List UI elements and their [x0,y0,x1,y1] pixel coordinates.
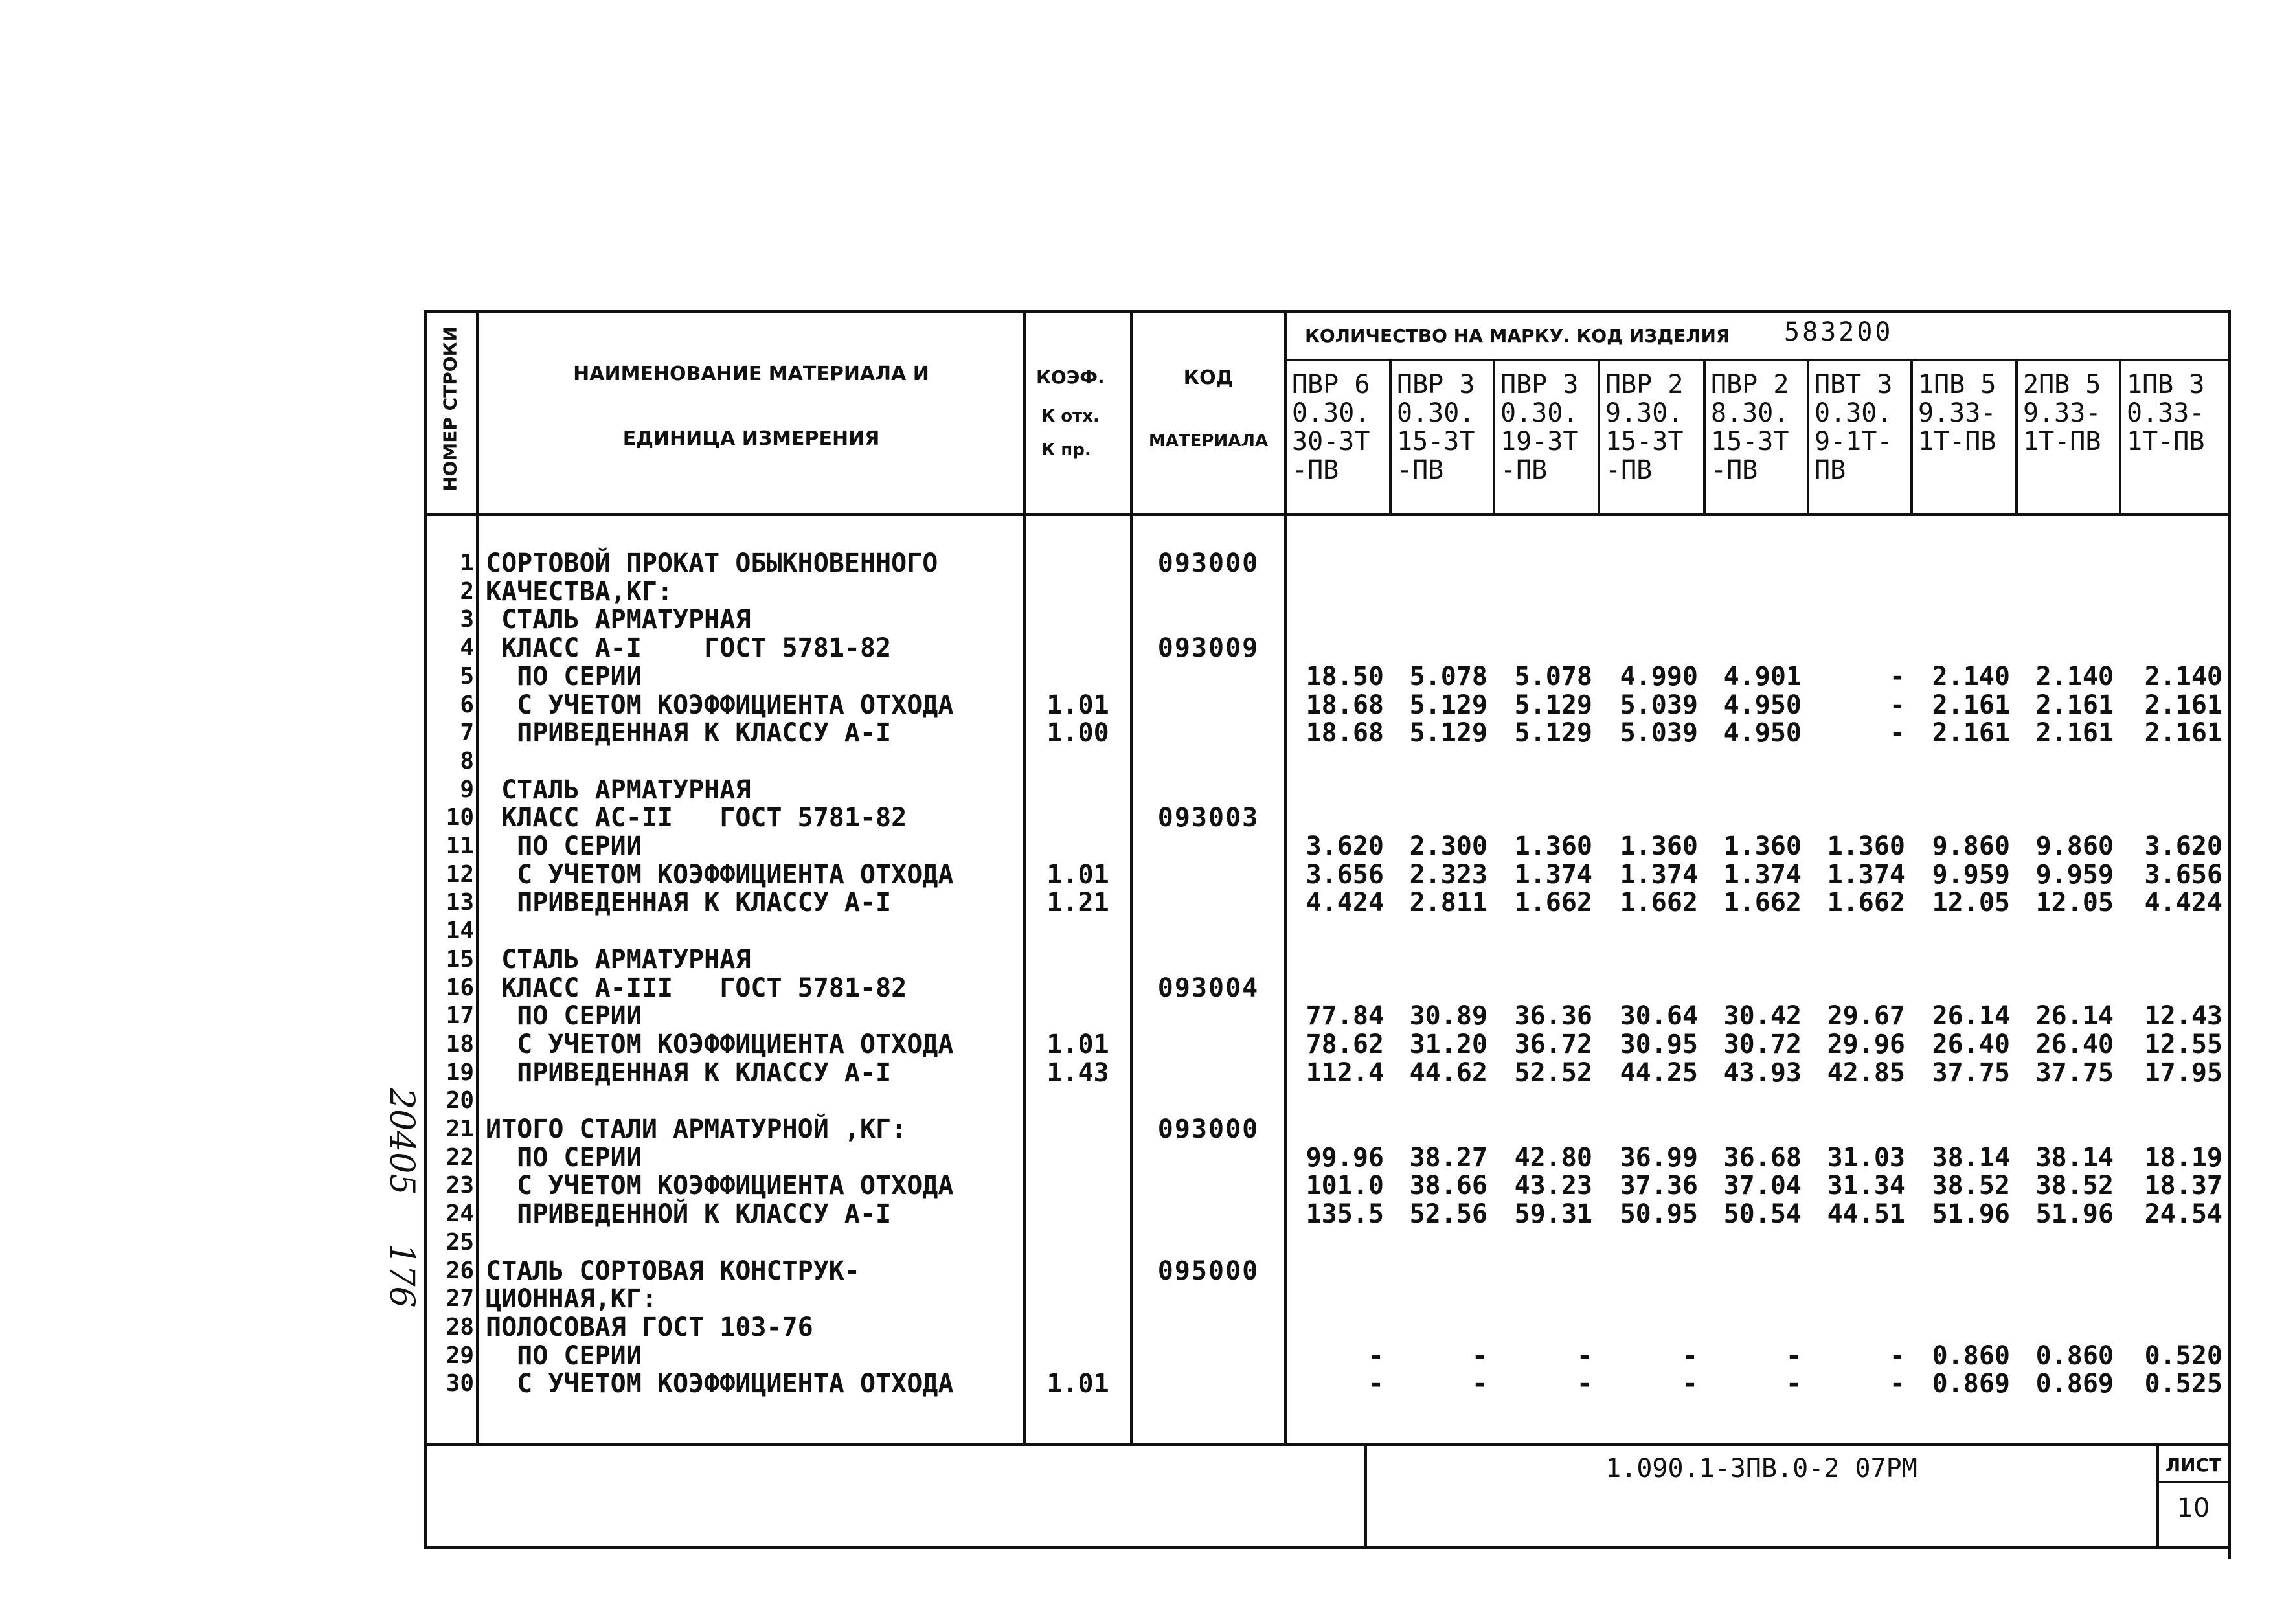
coefficient: 1.01 [1046,690,1109,720]
quantity-value: 78.62 [1306,1029,1384,1059]
quantity-value: 9.959 [1932,859,2010,890]
row-number: 7 [460,719,474,747]
quantity-value: 29.96 [1827,1029,1905,1059]
material-description: СТАЛЬ АРМАТУРНАЯ [486,605,751,635]
quantity-value: 3.656 [2144,859,2222,890]
quantity-value: 5.078 [1514,661,1592,692]
quantity-value: 2.161 [2144,718,2222,749]
quantity-value: 31.03 [1827,1142,1905,1173]
quantity-value: 24.54 [2144,1199,2222,1230]
quantity-value: 1.374 [1723,859,1802,890]
quantity-value: 2.300 [1409,831,1487,861]
material-description: ПО СЕРИИ [486,831,642,861]
quantity-value: 12.55 [2144,1029,2222,1059]
quantity-value: - [1889,1369,1905,1399]
row-number: 10 [446,804,474,831]
quantity-value: 2.161 [2035,690,2114,720]
row-number: 18 [446,1030,474,1057]
quantity-value: 1.360 [1620,831,1698,861]
quantity-value: 0.860 [2035,1340,2114,1371]
quantity-value: 1.662 [1514,888,1592,918]
material-code: 093003 [1157,803,1260,833]
quantity-value: 26.40 [2035,1029,2114,1059]
quantity-value: 1.662 [1620,888,1698,918]
product-column-header: ПВР 3 0.30. 19-3Т -ПВ [1500,370,1579,485]
quantity-value: 52.56 [1409,1199,1487,1230]
quantity-value: 1.374 [1827,859,1905,890]
col-sep-1 [476,310,479,1445]
product-column-header: ПВТ 3 0.30. 9-1Т- ПВ [1815,370,1893,485]
header-row-number: НОМЕР СТРОКИ [439,326,461,491]
material-description: СТАЛЬ АРМАТУРНАЯ [486,774,751,805]
quantity-value: 52.52 [1514,1057,1592,1088]
quantity-value: - [1471,1369,1487,1399]
row-number: 5 [460,662,474,690]
quantity-value: 31.34 [1827,1171,1905,1201]
quantity-value: 1.374 [1514,859,1592,890]
material-description: КАЧЕСТВА,КГ: [486,576,673,607]
quantity-value: 36.99 [1620,1142,1698,1173]
header-name-line1: НАИМЕНОВАНИЕ МАТЕРИАЛА И [573,363,929,385]
quantity-value: 101.0 [1306,1171,1384,1201]
quantity-value: 44.25 [1620,1057,1698,1088]
quantity-value: 0.525 [2144,1369,2222,1399]
quantity-value: 36.36 [1514,1001,1592,1032]
quantity-value: 5.039 [1620,718,1698,749]
material-description: С УЧЕТОМ КОЭФФИЦИЕНТА ОТХОДА [486,1029,954,1059]
quantity-value: 17.95 [2144,1057,2222,1088]
quantity-value: - [1889,1340,1905,1371]
quantity-value: 9.959 [2035,859,2114,890]
coefficient: 1.01 [1046,859,1109,890]
material-description: ПРИВЕДЕННАЯ К КЛАССУ А-I [486,1057,892,1088]
quantity-value: 30.42 [1723,1001,1802,1032]
product-col-sep [1807,359,1809,515]
product-column-header: 1ПВ 3 0.33- 1Т-ПВ [2127,370,2205,457]
quantity-value: 1.360 [1514,831,1592,861]
row-number: 11 [446,833,474,859]
header-coef-line2: К отх. [1041,407,1100,426]
row-number: 29 [446,1342,474,1369]
quantity-value: 12.05 [1932,888,2010,918]
product-column-header: 1ПВ 5 9.33- 1Т-ПВ [1918,370,1996,457]
header-name-line2: ЕДИНИЦА ИЗМЕРЕНИЯ [622,427,880,450]
quantity-value: 2.161 [1932,718,2010,749]
quantity-value: 26.14 [2035,1001,2114,1032]
quantity-value: 1.360 [1723,831,1802,861]
quantity-value: - [1576,1369,1592,1399]
quantity-value: 36.68 [1723,1142,1802,1173]
quantity-value: - [1889,718,1905,749]
quantity-value: 3.620 [1306,831,1384,861]
quantity-value: 4.424 [1306,888,1384,918]
quantity-value: 9.860 [2035,831,2114,861]
material-description: ПРИВЕДЕННОЙ К КЛАССУ А-I [486,1199,892,1230]
row-number: 15 [446,945,474,973]
body-bottom-line [424,1443,2231,1446]
quantity-value: 59.31 [1514,1199,1592,1230]
footer-sheet-label: ЛИСТ [2165,1454,2222,1476]
row-number: 2 [460,578,474,605]
quantity-value: 37.36 [1620,1171,1698,1201]
quantity-value: - [1682,1369,1698,1399]
quantity-value: 135.5 [1306,1199,1384,1230]
coefficient: 1.43 [1046,1057,1109,1088]
product-col-sep [2015,359,2018,515]
quantity-value: 30.95 [1620,1029,1698,1059]
quantity-value: 42.85 [1827,1057,1905,1088]
quantity-value: 18.19 [2144,1142,2222,1173]
product-column-header: 2ПВ 5 9.33- 1Т-ПВ [2023,370,2101,457]
quantity-value: 51.96 [1932,1199,2010,1230]
material-description: С УЧЕТОМ КОЭФФИЦИЕНТА ОТХОДА [486,1171,954,1201]
quantity-value: 36.72 [1514,1029,1592,1059]
quantity-value: 18.50 [1306,661,1384,692]
quantity-value: 44.51 [1827,1199,1905,1230]
material-description: ЦИОННАЯ,КГ: [486,1284,657,1314]
quantity-value: 18.37 [2144,1171,2222,1201]
coefficient: 1.01 [1046,1029,1109,1059]
quantity-value: - [1576,1340,1592,1371]
quantity-value: 0.869 [2035,1369,2114,1399]
row-number: 6 [460,691,474,718]
quantity-value: 5.129 [1409,718,1487,749]
row-number: 1 [460,550,474,576]
quantity-value: 4.950 [1723,690,1802,720]
footer-sheet-line [2156,1481,2228,1483]
quantity-value: 5.078 [1409,661,1487,692]
quantity-value: 38.52 [2035,1171,2114,1201]
material-code: 093004 [1157,973,1260,1003]
quantity-value: 51.96 [2035,1199,2114,1230]
quantity-value: 31.20 [1409,1029,1487,1059]
footer-doc-code: 1.090.1-3ПВ.0-2 07РМ [1605,1454,1917,1483]
quantity-value: 37.75 [2035,1057,2114,1088]
quantity-value: 12.05 [2035,888,2114,918]
header-coef-line3: К пр. [1041,440,1091,460]
header-bottom-line [424,513,2231,516]
quantity-value: 4.990 [1620,661,1698,692]
row-number: 22 [446,1144,474,1171]
quantity-value: 0.520 [2144,1340,2222,1371]
material-code: 093000 [1157,1114,1260,1144]
row-number: 17 [446,1002,474,1030]
quantity-value: 2.140 [1932,661,2010,692]
coefficient: 1.00 [1046,718,1109,749]
quantity-value: 38.52 [1932,1171,2010,1201]
quantity-value: 12.43 [2144,1001,2222,1032]
quantity-value: - [1471,1340,1487,1371]
quantity-value: 42.80 [1514,1142,1592,1173]
material-description: ПРИВЕДЕННАЯ К КЛАССУ А-I [486,718,892,749]
quantity-value: 38.66 [1409,1171,1487,1201]
quantity-value: 4.424 [2144,888,2222,918]
quantity-value: 3.656 [1306,859,1384,890]
frame-right [2228,310,2231,1559]
quantity-value: 0.860 [1932,1340,2010,1371]
material-code: 095000 [1157,1256,1260,1286]
quantity-value: 43.23 [1514,1171,1592,1201]
quantity-value: 50.54 [1723,1199,1802,1230]
row-number: 24 [446,1201,474,1228]
quantity-value: - [1785,1369,1802,1399]
quantity-value: 0.869 [1932,1369,2010,1399]
header-code-line2: МАТЕРИАЛА [1148,431,1269,451]
quantity-value: - [1889,690,1905,720]
row-number: 25 [446,1228,474,1256]
product-col-sep [1389,359,1392,515]
quantity-value: 1.662 [1723,888,1802,918]
quantity-value: 2.323 [1409,859,1487,890]
material-description: ПО СЕРИИ [486,1142,642,1173]
material-description: ПО СЕРИИ [486,1001,642,1032]
product-column-header: ПВР 2 9.30. 15-3Т -ПВ [1605,370,1684,485]
header-qty-label: КОЛИЧЕСТВО НА МАРКУ. КОД ИЗДЕЛИЯ [1305,325,1730,346]
quantity-value: 38.14 [2035,1142,2114,1173]
row-number: 8 [460,747,474,774]
quantity-value: 4.901 [1723,661,1802,692]
quantity-value: 1.374 [1620,859,1698,890]
quantity-value: 30.64 [1620,1001,1698,1032]
product-col-sep [1493,359,1495,515]
quantity-value: 37.04 [1723,1171,1802,1201]
row-number: 19 [446,1059,474,1086]
quantity-value: 18.68 [1306,690,1384,720]
material-code: 093000 [1157,548,1260,578]
quantity-value: 43.93 [1723,1057,1802,1088]
quantity-value: 2.140 [2144,661,2222,692]
margin-archive-number: 20405 [382,1088,421,1195]
quantity-value: 38.27 [1409,1142,1487,1173]
row-number: 30 [446,1370,474,1397]
row-number: 28 [446,1313,474,1340]
quantity-value: 77.84 [1306,1001,1384,1032]
header-code-line1: КОД [1183,367,1234,389]
material-description: КЛАСС АС-II ГОСТ 5781-82 [486,803,907,833]
quantity-value: 1.662 [1827,888,1905,918]
quantity-value: 5.129 [1514,690,1592,720]
quantity-value: 5.039 [1620,690,1698,720]
header-coef-line1: КОЭФ. [1036,367,1105,388]
quantity-value: 1.360 [1827,831,1905,861]
material-description: ИТОГО СТАЛИ АРМАТУРНОЙ ,КГ: [486,1114,907,1144]
row-number: 12 [446,861,474,888]
quantity-value: 30.89 [1409,1001,1487,1032]
quantity-value: 3.620 [2144,831,2222,861]
quantity-value: - [1785,1340,1802,1371]
quantity-value: 2.161 [2144,690,2222,720]
product-col-sep [1910,359,1913,515]
material-description: ПО СЕРИИ [486,661,642,692]
margin-page-number: 176 [382,1243,421,1308]
quantity-value: 44.62 [1409,1057,1487,1088]
quantity-value: 37.75 [1932,1057,2010,1088]
product-col-sep [1598,359,1600,515]
quantity-value: - [1368,1369,1384,1399]
material-description: С УЧЕТОМ КОЭФФИЦИЕНТА ОТХОДА [486,1369,954,1399]
material-code: 093009 [1157,633,1260,664]
material-description: С УЧЕТОМ КОЭФФИЦИЕНТА ОТХОДА [486,690,954,720]
material-description: ПОЛОСОВАЯ ГОСТ 103-76 [486,1312,813,1342]
quantity-value: 38.14 [1932,1142,2010,1173]
product-col-sep [2119,359,2121,515]
quantity-value: 5.129 [1409,690,1487,720]
row-number: 26 [446,1257,474,1284]
row-number: 27 [446,1285,474,1313]
quantity-value: 2.140 [2035,661,2114,692]
coefficient: 1.01 [1046,1369,1109,1399]
material-description: КЛАСС А-III ГОСТ 5781-82 [486,973,907,1003]
quantity-value: - [1889,661,1905,692]
row-number: 9 [460,776,474,803]
quantity-value: - [1682,1340,1698,1371]
quantity-value: 99.96 [1306,1142,1384,1173]
frame-bottom [424,1546,2231,1549]
material-description: ПО СЕРИИ [486,1340,642,1371]
quantity-value: 26.14 [1932,1001,2010,1032]
quantity-value: 18.68 [1306,718,1384,749]
quantity-value: 9.860 [1932,831,2010,861]
frame-top [424,310,2231,313]
material-description: СОРТОВОЙ ПРОКАТ ОБЫКНОВЕННОГО [486,548,938,578]
material-description: С УЧЕТОМ КОЭФФИЦИЕНТА ОТХОДА [486,859,954,890]
quantity-value: 2.161 [1932,690,2010,720]
material-description: СТАЛЬ СОРТОВАЯ КОНСТРУК- [486,1256,860,1286]
row-number: 20 [446,1087,474,1114]
row-number: 3 [460,606,474,633]
row-number: 13 [446,889,474,916]
row-number: 16 [446,974,474,1001]
quantity-value: 4.950 [1723,718,1802,749]
quantity-value: 30.72 [1723,1029,1802,1059]
qty-sub-line [1284,359,2231,361]
quantity-value: 5.129 [1514,718,1592,749]
row-number: 23 [446,1172,474,1199]
row-number: 14 [446,918,474,945]
quantity-value: 29.67 [1827,1001,1905,1032]
material-description: КЛАСС А-I ГОСТ 5781-82 [486,633,892,664]
product-column-header: ПВР 6 0.30. 30-3Т -ПВ [1292,370,1370,485]
quantity-value: 2.161 [2035,718,2114,749]
quantity-value: 50.95 [1620,1199,1698,1230]
row-number: 21 [446,1116,474,1142]
quantity-value: 26.40 [1932,1029,2010,1059]
product-column-header: ПВР 2 8.30. 15-3Т -ПВ [1711,370,1789,485]
quantity-value: 112.4 [1306,1057,1384,1088]
quantity-value: - [1368,1340,1384,1371]
footer-sheet-number: 10 [2177,1493,2210,1523]
header-product-code: 583200 [1784,317,1894,347]
row-number: 4 [460,635,474,662]
material-description: СТАЛЬ АРМАТУРНАЯ [486,944,751,975]
product-column-header: ПВР 3 0.30. 15-3Т -ПВ [1397,370,1475,485]
product-col-sep [1703,359,1706,515]
coefficient: 1.21 [1046,888,1109,918]
quantity-value: 2.811 [1409,888,1487,918]
material-description: ПРИВЕДЕННАЯ К КЛАССУ А-I [486,888,892,918]
